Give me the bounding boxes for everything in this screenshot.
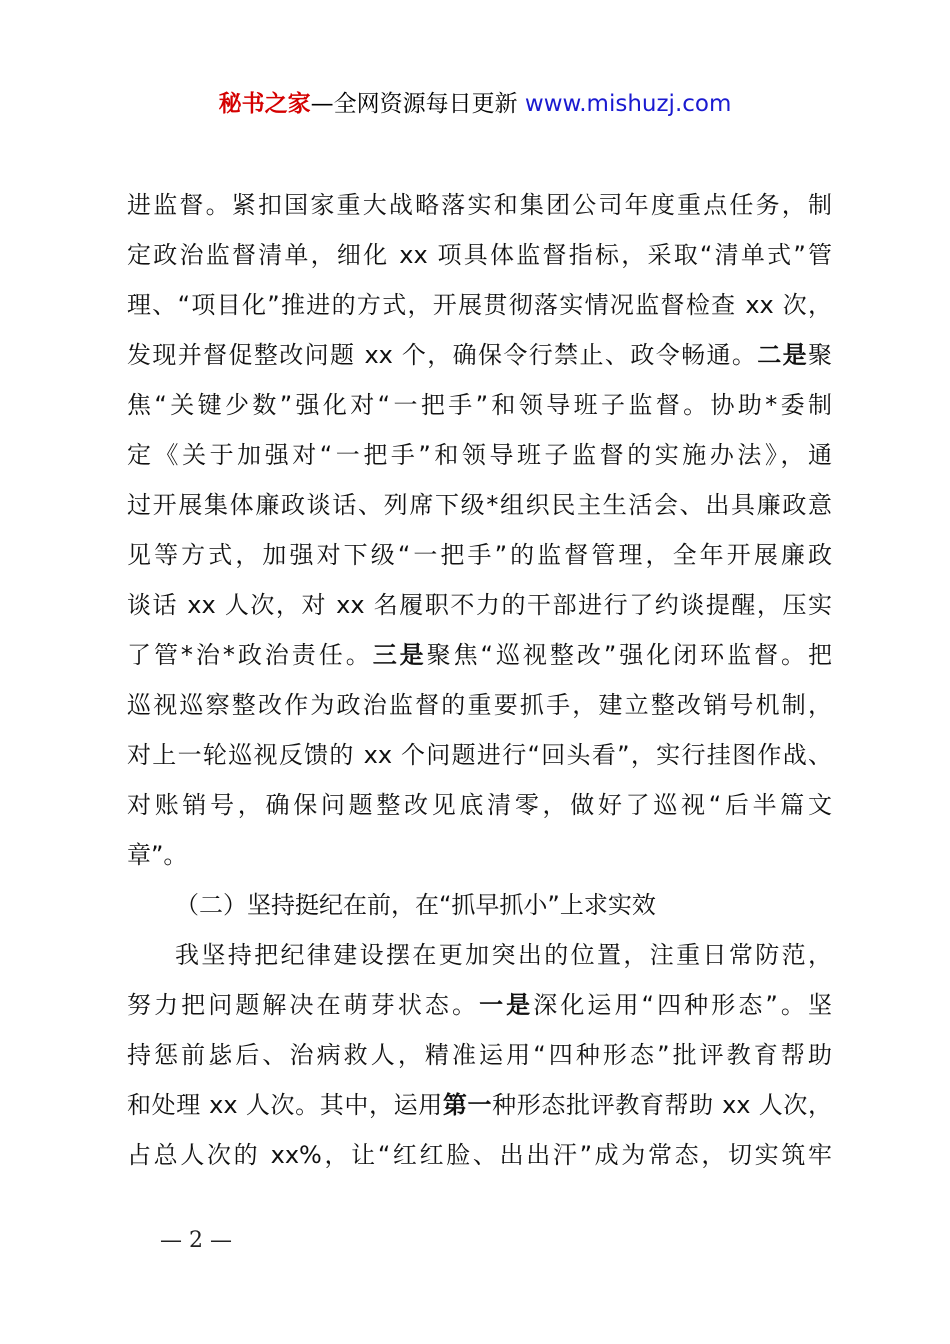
body-line: 持惩前毖后、治病救人，精准运用“四种形态”批评教育帮助 <box>127 1041 832 1069</box>
document-body <box>127 180 832 1180</box>
brand-name: 秘书之家 <box>218 91 311 117</box>
site-header <box>0 84 950 124</box>
page-number: — 2 — <box>160 1228 232 1253</box>
body-line: 定政治监督清单，细化 xx 项具体监督指标，采取“清单式”管 <box>127 241 832 269</box>
body-line: 定《关于加强对“一把手”和领导班子监督的实施办法》，通 <box>127 441 832 469</box>
bold-marker: 三是 <box>372 641 427 669</box>
body-line: 焦“关键少数”强化对“一把手”和领导班子监督。协助*委制 <box>127 391 832 419</box>
header-slogan: —全网资源每日更新 <box>310 91 525 117</box>
body-line: 章”。 <box>127 841 188 869</box>
body-line: 见等方式，加强对下级“一把手”的监督管理，全年开展廉政 <box>127 541 832 569</box>
body-line: 过开展集体廉政谈话、列席下级*组织民主生活会、出具廉政意 <box>127 491 832 519</box>
body-line: 和处理 xx 人次。其中，运用第一种形态批评教育帮助 xx 人次， <box>127 1091 833 1119</box>
body-line: 理、“项目化”推进的方式，开展贯彻落实情况监督检查 xx 次， <box>127 291 832 319</box>
bold-marker: 二是 <box>757 341 808 369</box>
site-url[interactable]: www.mishuzj.com <box>524 91 732 117</box>
body-line: 我坚持把纪律建设摆在更加突出的位置，注重日常防范， <box>175 941 832 969</box>
body-line: 发现并督促整改问题 xx 个，确保令行禁止、政令畅通。二是聚 <box>127 341 832 369</box>
section-heading: （二）坚持挺纪在前，在“抓早抓小”上求实效 <box>175 891 656 919</box>
body-line: 谈话 xx 人次，对 xx 名履职不力的干部进行了约谈提醒，压实 <box>127 591 832 619</box>
body-line: 努力把问题解决在萌芽状态。一是深化运用“四种形态”。坚 <box>127 991 832 1019</box>
body-line: 对上一轮巡视反馈的 xx 个问题进行“回头看”，实行挂图作战、 <box>127 741 832 769</box>
body-line: 巡视巡察整改作为政治监督的重要抓手，建立整改销号机制， <box>127 691 832 719</box>
bold-marker: 一是 <box>479 991 534 1019</box>
body-line: 占总人次的 xx%，让“红红脸、出出汗”成为常态，切实筑牢 <box>127 1141 832 1169</box>
bold-marker: 第一 <box>442 1091 493 1119</box>
body-line: 对账销号，确保问题整改见底清零，做好了巡视“后半篇文 <box>127 791 832 819</box>
body-line: 了管*治*政治责任。三是聚焦“巡视整改”强化闭环监督。把 <box>127 641 833 669</box>
body-line: 进监督。紧扣国家重大战略落实和集团公司年度重点任务，制 <box>127 191 832 219</box>
